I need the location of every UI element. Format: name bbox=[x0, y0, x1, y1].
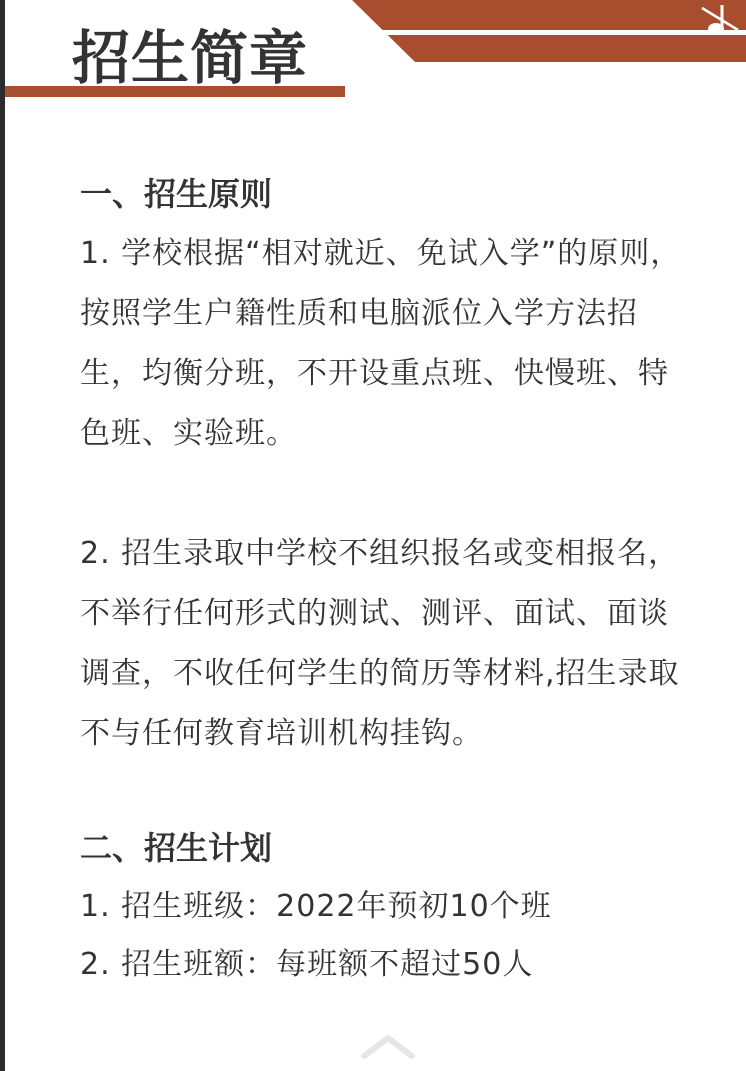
chevron-up-icon[interactable] bbox=[358, 1030, 418, 1060]
section-heading: 一、招生原则 bbox=[80, 175, 273, 213]
left-border bbox=[0, 0, 5, 1071]
header-banner-stripe bbox=[378, 30, 746, 35]
paragraph: 2. 招生录取中学校不组织报名或变相报名，不举行任何形式的测试、测评、面试、面谈调查，不收任何学生的简历等材料,招生录取不与任何教育培训机构挂钩。 bbox=[80, 536, 680, 751]
paragraph: 1. 学校根据“相对就近、免试入学”的原则，按照学生户籍性质和电脑派位入学方法招生，均衡分班，不开设重点班、快慢班、特色班、实验班。 bbox=[80, 236, 682, 451]
plan-line: 2. 招生班额：每班额不超过50人 bbox=[80, 947, 534, 982]
section-plan bbox=[80, 824, 690, 994]
plan-line: 1. 招生班级：2022年预初10个班 bbox=[80, 889, 552, 924]
section-heading: 二、招生计划 bbox=[80, 829, 273, 867]
page-title: 招生简章 bbox=[72, 24, 309, 92]
article-content bbox=[80, 170, 690, 994]
section-principles bbox=[80, 170, 690, 764]
